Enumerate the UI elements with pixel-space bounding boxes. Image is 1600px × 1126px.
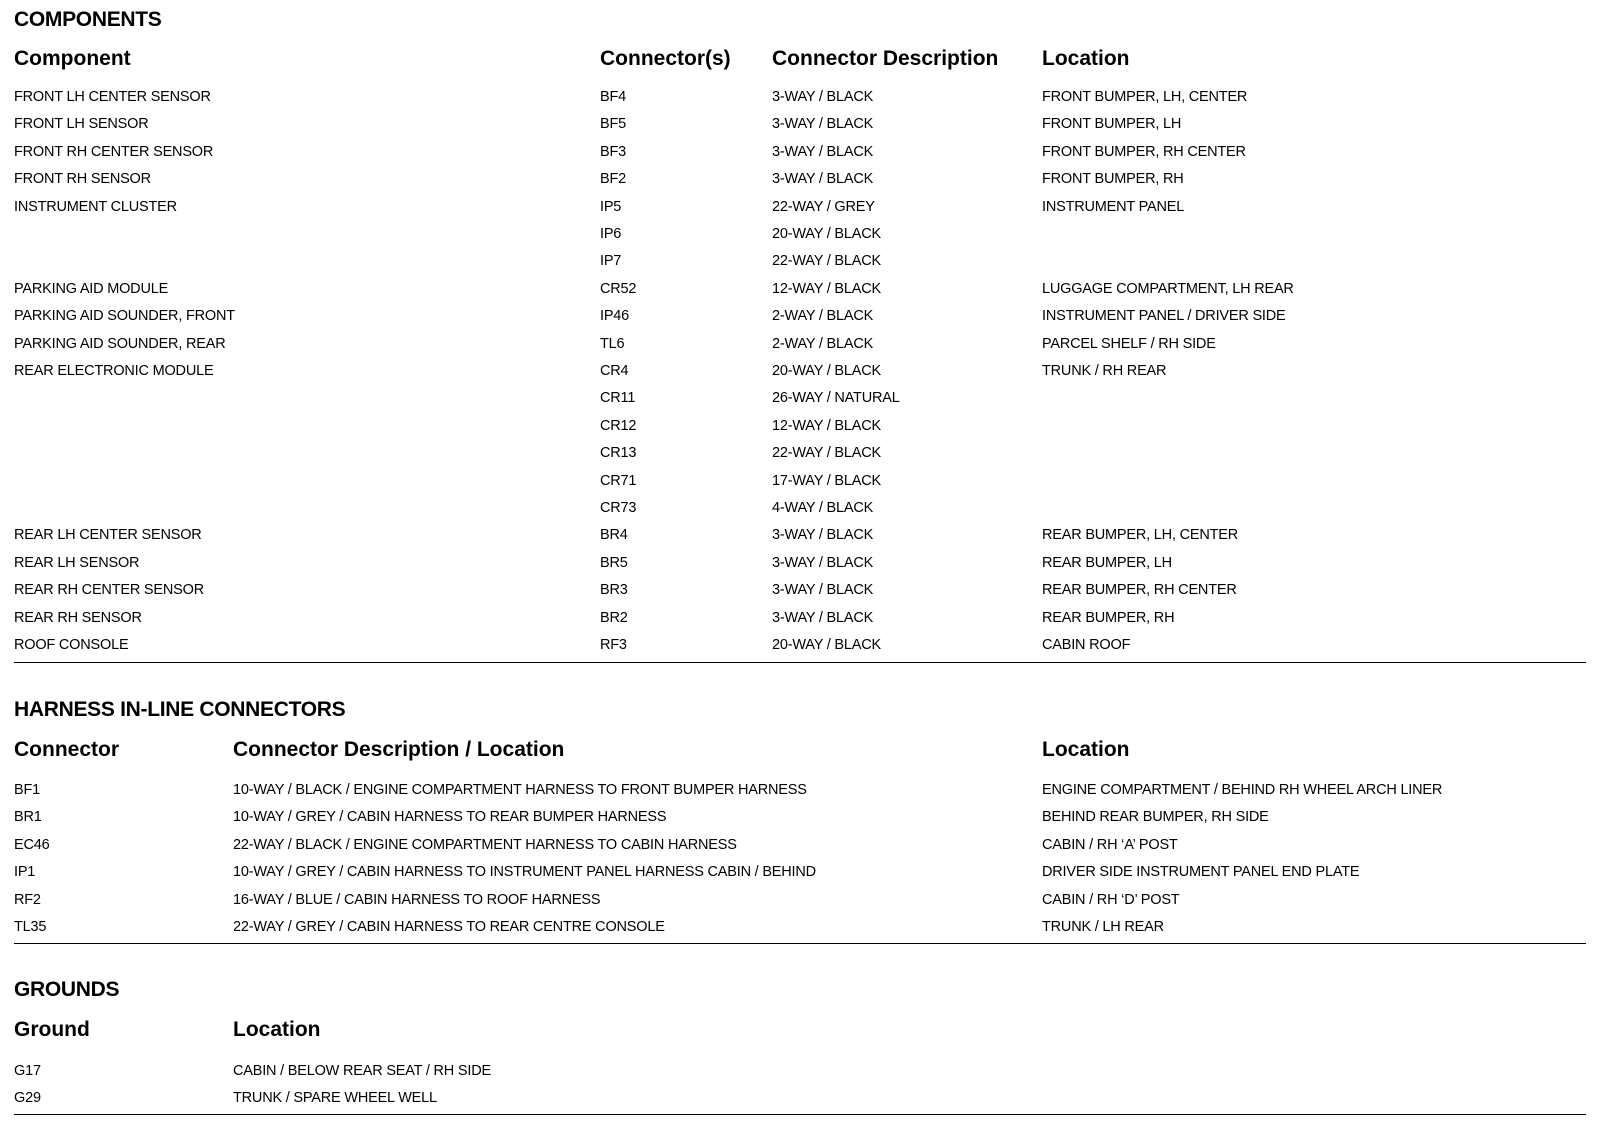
components-cell-location: REAR BUMPER, LH: [1042, 554, 1172, 571]
components-table-row: [14, 335, 1586, 362]
components-table-row: [14, 280, 1586, 307]
components-cell-connector: BR3: [600, 582, 628, 599]
grounds-cell-ground: G29: [14, 1090, 41, 1106]
components-cell-description: 3-WAY / BLACK: [772, 609, 874, 626]
harness-cell-connector: TL35: [14, 919, 47, 935]
harness-cell-connector: RF2: [14, 891, 41, 908]
components-cell-location: TRUNK / RH REAR: [1042, 363, 1167, 379]
components-cell-connector: CR12: [600, 417, 637, 434]
components-cell-connector: BF2: [600, 171, 626, 188]
harness-divider: [14, 943, 1586, 944]
components-cell-description: 20-WAY / BLACK: [772, 363, 881, 379]
harness-table-row: [14, 808, 1586, 835]
components-table-row: [14, 88, 1586, 115]
harness-table-row: [14, 836, 1586, 863]
components-cell-connector: BF5: [600, 116, 626, 133]
harness-cell-description: 16-WAY / BLUE / CABIN HARNESS TO ROOF HARNESS: [233, 891, 601, 908]
harness-section-title: HARNESS IN-LINE CONNECTORS: [14, 698, 346, 721]
components-cell-location: FRONT BUMPER, RH: [1042, 171, 1184, 188]
components-cell-location: REAR BUMPER, RH CENTER: [1042, 582, 1237, 599]
components-cell-description: 20-WAY / BLACK: [772, 226, 881, 242]
components-cell-location: FRONT BUMPER, RH CENTER: [1042, 143, 1246, 160]
components-cell-location: INSTRUMENT PANEL / DRIVER SIDE: [1042, 308, 1286, 325]
components-cell-description: 3-WAY / BLACK: [772, 89, 874, 105]
components-table-row: [14, 636, 1586, 663]
components-cell-connector: RF3: [600, 637, 627, 653]
harness-header-connector: Connector: [14, 738, 119, 761]
harness-header-description: Connector Description / Location: [233, 738, 565, 761]
components-cell-connector: IP7: [600, 253, 622, 270]
harness-header-location: Location: [1042, 738, 1130, 761]
components-table-row: [14, 389, 1586, 416]
components-header-location: Location: [1042, 47, 1130, 70]
components-cell-component: PARKING AID MODULE: [14, 280, 169, 297]
components-table-row: [14, 307, 1586, 334]
components-cell-description: 3-WAY / BLACK: [772, 143, 874, 160]
components-cell-description: 3-WAY / BLACK: [772, 116, 874, 133]
harness-cell-location: BEHIND REAR BUMPER, RH SIDE: [1042, 809, 1269, 826]
components-cell-description: 3-WAY / BLACK: [772, 171, 874, 188]
components-cell-description: 2-WAY / BLACK: [772, 335, 874, 352]
harness-cell-description: 10-WAY / GREY / CABIN HARNESS TO REAR BUMPER HARNESS: [233, 809, 667, 826]
components-cell-component: REAR RH SENSOR: [14, 609, 142, 626]
components-cell-location: FRONT BUMPER, LH: [1042, 116, 1182, 133]
grounds-cell-location: CABIN / BELOW REAR SEAT / RH SIDE: [233, 1063, 491, 1079]
components-header-description: Connector Description: [772, 47, 999, 70]
components-cell-description: 12-WAY / BLACK: [772, 417, 881, 434]
components-cell-component: FRONT RH CENTER SENSOR: [14, 143, 214, 160]
components-cell-connector: CR52: [600, 280, 637, 297]
grounds-section-title: GROUNDS: [14, 978, 120, 1001]
harness-cell-description: 22-WAY / BLACK / ENGINE COMPARTMENT HARNESS TO CABIN HARNESS: [233, 836, 737, 853]
components-table-row: [14, 362, 1586, 389]
components-cell-connector: CR11: [600, 390, 636, 407]
components-cell-connector: CR4: [600, 363, 629, 379]
components-cell-connector: BF4: [600, 89, 626, 105]
components-header-connectors: Connector(s): [600, 47, 731, 70]
components-cell-connector: BF3: [600, 143, 626, 160]
components-cell-component: PARKING AID SOUNDER, REAR: [14, 335, 226, 352]
harness-cell-connector: BF1: [14, 782, 40, 798]
components-cell-connector: TL6: [600, 335, 625, 352]
components-cell-connector: BR4: [600, 527, 628, 544]
components-cell-connector: CR73: [600, 500, 637, 516]
harness-cell-location: TRUNK / LH REAR: [1042, 919, 1164, 935]
components-cell-component: REAR ELECTRONIC MODULE: [14, 363, 214, 379]
components-cell-connector: CR71: [600, 472, 637, 489]
components-table-row: [14, 554, 1586, 581]
harness-cell-description: 10-WAY / GREY / CABIN HARNESS TO INSTRUMENT PANEL HARNESS CABIN / BEHIND: [233, 864, 816, 881]
components-cell-description: 3-WAY / BLACK: [772, 582, 874, 599]
components-cell-connector: IP5: [600, 198, 622, 215]
components-cell-connector: BR5: [600, 554, 628, 571]
components-cell-description: 3-WAY / BLACK: [772, 554, 874, 571]
grounds-header-location: Location: [233, 1018, 321, 1041]
components-cell-component: ROOF CONSOLE: [14, 637, 129, 653]
components-cell-component: FRONT LH CENTER SENSOR: [14, 89, 211, 105]
components-cell-component: REAR LH SENSOR: [14, 554, 140, 571]
components-cell-connector: IP46: [600, 308, 630, 325]
harness-cell-description: 22-WAY / GREY / CABIN HARNESS TO REAR CENTRE CONSOLE: [233, 919, 665, 935]
components-cell-description: 12-WAY / BLACK: [772, 280, 881, 297]
components-cell-connector: IP6: [600, 226, 622, 242]
components-table-row: [14, 170, 1586, 197]
harness-cell-description: 10-WAY / BLACK / ENGINE COMPARTMENT HARNESS TO FRONT BUMPER HARNESS: [233, 782, 807, 798]
components-cell-description: 22-WAY / GREY: [772, 198, 875, 215]
harness-table-row: [14, 891, 1586, 918]
components-cell-location: CABIN ROOF: [1042, 637, 1131, 653]
components-cell-location: LUGGAGE COMPARTMENT, LH REAR: [1042, 280, 1294, 297]
components-cell-description: 20-WAY / BLACK: [772, 637, 881, 653]
components-cell-component: FRONT LH SENSOR: [14, 116, 149, 133]
components-cell-connector: BR2: [600, 609, 628, 626]
components-divider: [14, 662, 1586, 663]
harness-table-row: [14, 781, 1586, 808]
components-table-row: [14, 417, 1586, 444]
components-cell-component: INSTRUMENT CLUSTER: [14, 198, 177, 215]
grounds-header-ground: Ground: [14, 1018, 90, 1041]
grounds-cell-location: TRUNK / SPARE WHEEL WELL: [233, 1090, 437, 1106]
components-cell-description: 22-WAY / BLACK: [772, 445, 881, 462]
grounds-table-row: [14, 1089, 1586, 1116]
components-table-row: [14, 143, 1586, 170]
grounds-cell-ground: G17: [14, 1063, 41, 1079]
components-cell-description: 2-WAY / BLACK: [772, 308, 874, 325]
harness-cell-connector: BR1: [14, 809, 42, 826]
components-cell-connector: CR13: [600, 445, 637, 462]
components-table-row: [14, 472, 1586, 499]
harness-cell-connector: EC46: [14, 836, 50, 853]
components-cell-location: REAR BUMPER, RH: [1042, 609, 1175, 626]
harness-table-row: [14, 863, 1586, 890]
components-table-row: [14, 526, 1586, 553]
components-table-row: [14, 225, 1586, 252]
components-table-row: [14, 499, 1586, 526]
components-cell-component: REAR RH CENTER SENSOR: [14, 582, 204, 599]
components-table-row: [14, 581, 1586, 608]
harness-cell-connector: IP1: [14, 864, 36, 881]
components-cell-location: INSTRUMENT PANEL: [1042, 198, 1185, 215]
components-table-row: [14, 444, 1586, 471]
components-cell-location: REAR BUMPER, LH, CENTER: [1042, 527, 1239, 544]
components-cell-description: 26-WAY / NATURAL: [772, 390, 900, 407]
harness-table-row: [14, 918, 1586, 945]
components-cell-component: REAR LH CENTER SENSOR: [14, 527, 202, 544]
harness-cell-location: CABIN / RH ‘A’ POST: [1042, 836, 1178, 853]
harness-cell-location: ENGINE COMPARTMENT / BEHIND RH WHEEL ARCH LINER: [1042, 782, 1443, 798]
components-cell-description: 22-WAY / BLACK: [772, 253, 881, 270]
grounds-table-row: [14, 1062, 1586, 1089]
components-cell-description: 4-WAY / BLACK: [772, 500, 874, 516]
grounds-divider: [14, 1114, 1586, 1115]
components-header-component: Component: [14, 47, 131, 70]
components-cell-description: 3-WAY / BLACK: [772, 527, 874, 544]
components-table-row: [14, 252, 1586, 279]
components-cell-location: PARCEL SHELF / RH SIDE: [1042, 335, 1216, 352]
components-cell-component: FRONT RH SENSOR: [14, 171, 151, 188]
components-table-row: [14, 198, 1586, 225]
components-table-row: [14, 609, 1586, 636]
components-section-title: COMPONENTS: [14, 8, 162, 31]
harness-cell-location: CABIN / RH ‘D’ POST: [1042, 891, 1180, 908]
harness-cell-location: DRIVER SIDE INSTRUMENT PANEL END PLATE: [1042, 864, 1360, 881]
components-cell-component: PARKING AID SOUNDER, FRONT: [14, 308, 235, 325]
components-cell-location: FRONT BUMPER, LH, CENTER: [1042, 89, 1248, 105]
components-table-row: [14, 115, 1586, 142]
components-cell-description: 17-WAY / BLACK: [772, 472, 881, 489]
